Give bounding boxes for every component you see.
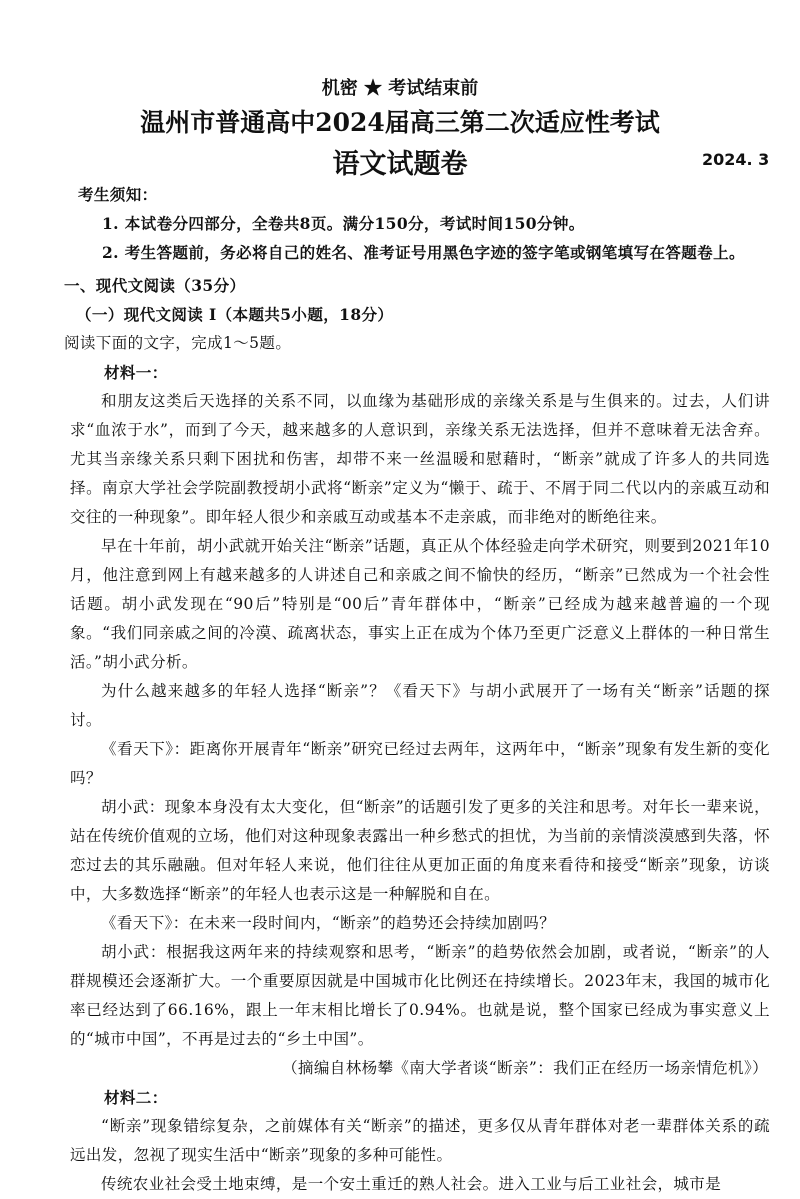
material-1-label: 材料一： <box>104 363 168 382</box>
material-1-paragraph: 早在十年前，胡小武就开始关注“断亲”话题，真正从个体经验走向学术研究，则要到2021年10月，他注意到网上有越来越多的人讲述自己和亲戚之间不愉快的经历，“断亲”已然成为一个社会性话题。胡小武发现在“90后”特别是“00后”青年群体中，“断亲”已经成为越来越普遍的一个现象。“我们同亲戚之间的冷漠、疏离状态，事实上正在成为个体乃至更广泛意义上群体的一种日常生活。”胡小武分析。 <box>70 537 770 671</box>
confidential-mark: 机密 ★ 考试结束前 <box>321 78 479 99</box>
material-2-paragraph: 传统农业社会受土地束缚，是一个安土重迁的熟人社会。进入工业与后工业社会，城市是 <box>101 1175 722 1193</box>
paper-title: 语文试题卷 <box>332 149 468 180</box>
interview-question: 《看天下》：在未来一段时间内，“断亲”的趋势还会持续加剧吗？ <box>101 914 556 932</box>
section-heading: 一、现代文阅读（35分） <box>64 276 246 295</box>
interview-question: 《看天下》：距离你开展青年“断亲”研究已经过去两年，这两年中，“断亲”现象有发生新的变化吗？ <box>70 740 770 787</box>
exam-title: 温州市普通高中2024届高三第二次适应性考试 <box>140 108 660 137</box>
notice-item-2: 2. 考生答题前，务必将自己的姓名、准考证号用黑色字迹的签字笔或钢笔填写在答题卷上。 <box>102 243 745 262</box>
material-1-source: （摘编自林杨攀《南大学者谈“断亲”：我们正在经历一场亲情危机》） <box>282 1059 768 1077</box>
document-body <box>64 180 770 1199</box>
material-1-paragraph: 为什么越来越多的年轻人选择“断亲”？《看天下》与胡小武展开了一场有关“断亲”话题的探讨。 <box>70 682 770 729</box>
interview-answer: 胡小武：现象本身没有太大变化，但“断亲”的话题引发了更多的关注和思考。对年长一辈来说，站在传统价值观的立场，他们对这种现象表露出一种乡愁式的担忧，为当前的亲情淡漠感到失落，怀恋过去的其乐融融。但对年轻人来说，他们往往从更加正面的角度来看待和接受“断亲”现象，访谈中，大多数选择“断亲”的年轻人也表示这是一种解脱和自在。 <box>70 798 770 903</box>
reading-instruction: 阅读下面的文字，完成1～5题。 <box>64 334 292 352</box>
notice-heading: 考生须知： <box>78 185 158 204</box>
material-2-paragraph: “断亲”现象错综复杂，之前媒体有关“断亲”的描述，更多仅从青年群体对老一辈群体关系的疏远出发，忽视了现实生活中“断亲”现象的多种可能性。 <box>70 1117 770 1164</box>
interview-answer: 胡小武：根据我这两年来的持续观察和思考，“断亲”的趋势依然会加剧，或者说，“断亲”的人群规模还会逐渐扩大。一个重要原因就是中国城市化比例还在持续增长。2023年末，我国的城市化率已经达到了66.16%，跟上一年末相比增长了0.94%。也就是说，整个国家已经成为事实意义上的“城市中国”，不再是过去的“乡土中国”。 <box>70 943 770 1048</box>
material-1-paragraph: 和朋友这类后天选择的关系不同，以血缘为基础形成的亲缘关系是与生俱来的。过去，人们讲求“血浓于水”，而到了今天，越来越多的人意识到，亲缘关系无法选择，但并不意味着无法舍弃。尤其当亲缘关系只剩下困扰和伤害，却带不来一丝温暖和慰藉时，“断亲”就成了许多人的共同选择。南京大学社会学院副教授胡小武将“断亲”定义为“懒于、疏于、不屑于同二代以内的亲戚互动和交往的一种现象”。即年轻人很少和亲戚互动或基本不走亲戚，而非绝对的断绝往来。 <box>70 392 770 526</box>
notice-item-1: 1. 本试卷分四部分，全卷共8页。满分150分，考试时间150分钟。 <box>102 214 585 233</box>
exam-date: 2024. 3 <box>702 150 770 169</box>
material-2-label: 材料二： <box>104 1088 168 1107</box>
subsection-heading: （一）现代文阅读 I（本题共5小题，18分） <box>76 305 394 324</box>
